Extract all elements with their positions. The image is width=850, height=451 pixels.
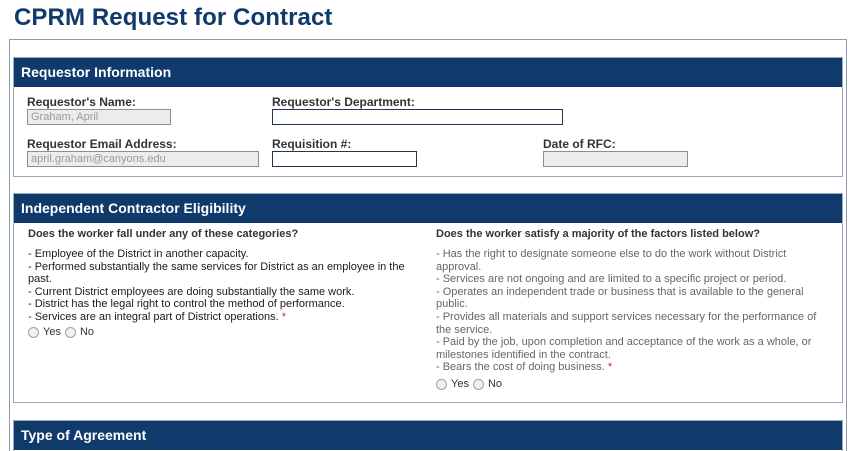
requisition-number-input[interactable] — [272, 151, 417, 167]
categories-yes-label: Yes — [43, 326, 61, 338]
list-item: the service. — [436, 323, 493, 336]
list-item: - Employee of the District in another capacity. — [28, 248, 249, 260]
requestor-name-label: Requestor's Name: — [27, 95, 136, 109]
list-item: public. — [436, 298, 468, 311]
factors-radio-group — [436, 378, 506, 390]
list-item: milestones identified in the contract. — [436, 348, 611, 361]
requestor-email-input[interactable] — [27, 151, 259, 167]
required-asterisk: * — [607, 361, 613, 374]
type-of-agreement-section — [13, 420, 843, 451]
list-item: - Provides all materials and support services necessary for the performance of — [436, 310, 817, 323]
factors-no-radio[interactable] — [473, 379, 484, 390]
factors-question: Does the worker satisfy a majority of the factors listed below? — [436, 228, 760, 240]
list-item: - District has the legal right to control the method of performance. — [28, 298, 345, 311]
categories-no-label: No — [79, 326, 95, 338]
categories-radio-group — [28, 326, 98, 338]
requestor-email-label: Requestor Email Address: — [27, 137, 177, 151]
requestor-information-section — [13, 57, 843, 177]
list-item: past. — [28, 273, 52, 286]
categories-yes-radio[interactable] — [28, 327, 39, 338]
list-item: - Operates an independent trade or business that is available to the general — [436, 285, 804, 298]
list-item-text: - Bears the cost of doing business. — [436, 361, 605, 374]
requestor-department-input[interactable] — [272, 109, 563, 125]
list-item: - Has the right to designate someone else to do the work without District — [436, 248, 787, 260]
date-of-rfc-input[interactable] — [543, 151, 688, 167]
requestor-department-label: Requestor's Department: — [272, 95, 415, 109]
categories-list — [28, 248, 428, 324]
factors-yes-label: Yes — [451, 378, 469, 390]
factors-yes-radio[interactable] — [436, 379, 447, 390]
list-item — [28, 311, 428, 324]
factors-no-label: No — [487, 378, 503, 390]
contractor-eligibility-section — [13, 193, 843, 403]
list-item: - Current District employees are doing substantially the same work. — [28, 285, 355, 298]
list-item: - Services are not ongoing and are limited to a specific project or period. — [436, 273, 787, 286]
date-of-rfc-label: Date of RFC: — [543, 137, 616, 151]
list-item: - Performed substantially the same services for District as an employee in the — [28, 260, 405, 273]
requestor-information-header: Requestor Information — [14, 58, 842, 87]
list-item: - Paid by the job, upon completion and acceptance of the work as a whole, or — [436, 336, 812, 349]
list-item — [436, 361, 836, 374]
categories-no-radio[interactable] — [65, 327, 76, 338]
list-item-text: - Services are an integral part of District operations. — [28, 310, 279, 323]
page-title: CPRM Request for Contract — [14, 4, 333, 31]
categories-question: Does the worker fall under any of these categories? — [28, 228, 299, 240]
factors-list — [436, 248, 836, 374]
requisition-number-label: Requisition #: — [272, 137, 352, 151]
type-of-agreement-header: Type of Agreement — [14, 421, 842, 450]
contractor-eligibility-header: Independent Contractor Eligibility — [14, 194, 842, 223]
requestor-name-input[interactable] — [27, 109, 171, 125]
required-asterisk: * — [281, 310, 287, 323]
list-item: approval. — [436, 260, 482, 273]
